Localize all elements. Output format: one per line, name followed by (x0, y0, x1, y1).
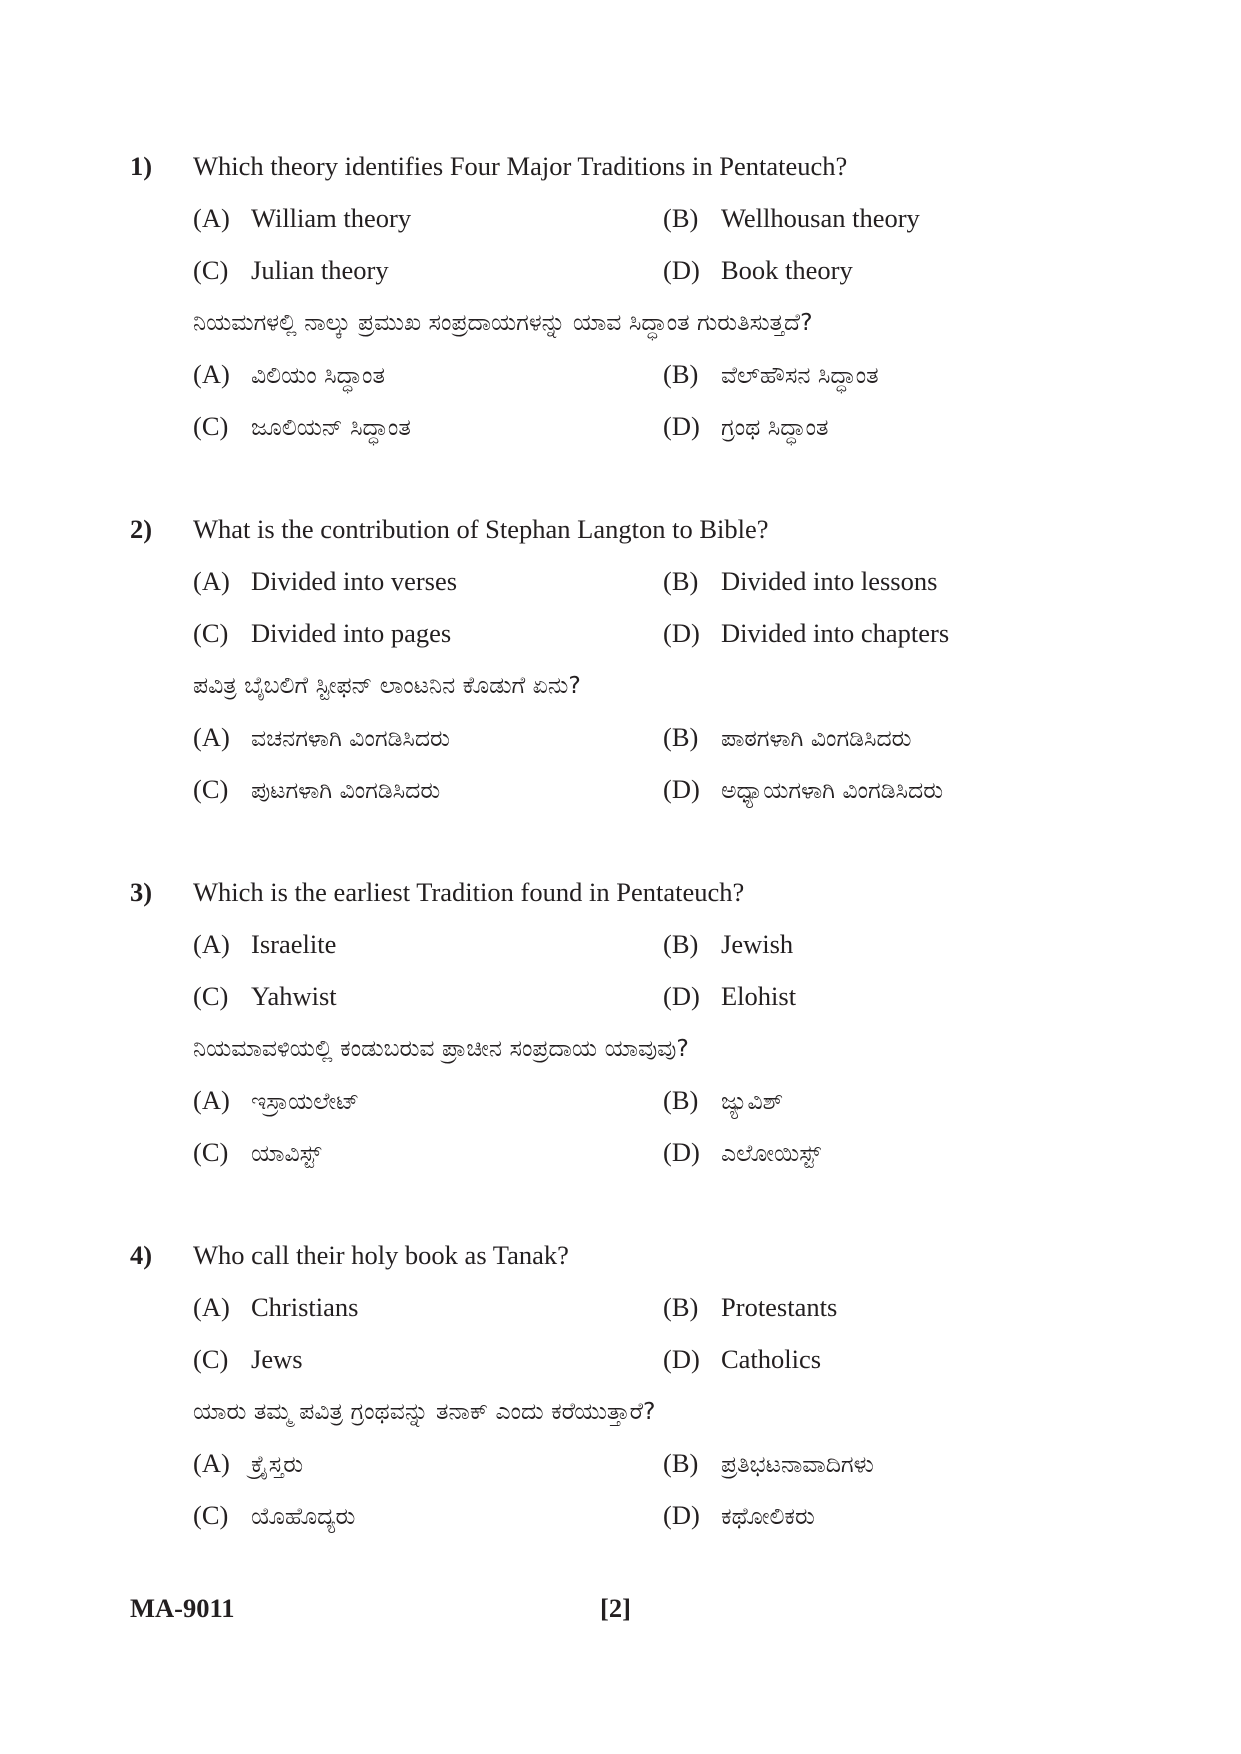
option-d-kn: (D) ಎಲೋಯಿಸ್ಟ್ (663, 1137, 822, 1167)
option-a-en: (A) Christians (193, 1292, 359, 1322)
question-text-en: Which is the earliest Tradition found in Pentateuch? (193, 877, 745, 907)
page-number: [2] (600, 1593, 631, 1623)
option-c-kn: (C) ಯೊಹೊದ್ಯರು (193, 1500, 356, 1530)
option-d-kn: (D) ಅಧ್ಯಾಯಗಳಾಗಿ ವಿಂಗಡಿಸಿದರು (663, 774, 944, 804)
question-number: 4) (130, 1240, 153, 1270)
option-c-en: (C) Divided into pages (193, 618, 452, 648)
question-text-kn: ಯಾರು ತಮ್ಮ ಪವಿತ್ರ ಗ್ರಂಥವನ್ನು ತನಾಕ್ ಎಂದು ಕರೆಯುತ್ತಾರೆ? (193, 1397, 656, 1425)
option-d-kn: (D) ಕಥೋಲಿಕರು (663, 1500, 815, 1530)
option-b-kn: (B) ಪಾಠಗಳಾಗಿ ವಿಂಗಡಿಸಿದರು (663, 722, 912, 752)
question-number: 3) (130, 877, 153, 907)
question-text-kn: ನಿಯಮಾವಳಿಯಲ್ಲಿ ಕಂಡುಬರುವ ಪ್ರಾಚೀನ ಸಂಪ್ರದಾಯ ಯಾವುವು? (193, 1034, 689, 1062)
option-b-en: (B) Protestants (663, 1292, 838, 1322)
option-b-kn: (B) ಪ್ರತಿಭಟನಾವಾದಿಗಳು (663, 1448, 874, 1478)
option-b-kn: (B) ವೆಲ್‌ಹೌಸನ ಸಿದ್ಧಾಂತ (663, 359, 879, 389)
option-c-kn: (C) ಯಾವಿಸ್ಟ್ (193, 1137, 322, 1167)
question-number: 2) (130, 514, 153, 544)
option-c-en: (C) Jews (193, 1344, 303, 1374)
option-a-en: (A) Israelite (193, 929, 337, 959)
option-d-en: (D) Elohist (663, 981, 797, 1011)
option-a-kn: (A) ಇಸ್ರಾಯಲೇಟ್ (193, 1085, 360, 1115)
question-2 (130, 503, 1130, 815)
question-text-en: Who call their holy book as Tanak? (193, 1240, 569, 1270)
option-c-kn: (C) ಪುಟಗಳಾಗಿ ವಿಂಗಡಿಸಿದರು (193, 774, 441, 804)
option-c-en: (C) Julian theory (193, 255, 389, 285)
option-b-en: (B) Divided into lessons (663, 566, 938, 596)
option-b-en: (B) Jewish (663, 929, 794, 959)
option-a-kn: (A) ವಿಲಿಯಂ ಸಿದ್ಧಾಂತ (193, 359, 385, 389)
question-4 (130, 1229, 1130, 1541)
question-text-kn: ನಿಯಮಗಳಲ್ಲಿ ನಾಲ್ಕು ಪ್ರಮುಖ ಸಂಪ್ರದಾಯಗಳನ್ನು ಯಾವ ಸಿದ್ಧಾಂತ ಗುರುತಿಸುತ್ತದೆ? (193, 308, 813, 336)
option-a-kn: (A) ಕ್ರೈಸ್ತರು (193, 1448, 304, 1478)
option-d-en: (D) Divided into chapters (663, 618, 950, 648)
paper-code: MA-9011 (130, 1593, 235, 1623)
option-a-en: (A) Divided into verses (193, 566, 458, 596)
option-d-en: (D) Book theory (663, 255, 853, 285)
option-b-en: (B) Wellhousan theory (663, 203, 920, 233)
question-3 (130, 866, 1130, 1178)
option-d-kn: (D) ಗ್ರಂಥ ಸಿದ್ಧಾಂತ (663, 411, 829, 441)
question-text-en: What is the contribution of Stephan Langton to Bible? (193, 514, 769, 544)
question-number: 1) (130, 151, 153, 181)
option-d-en: (D) Catholics (663, 1344, 822, 1374)
option-a-en: (A) William theory (193, 203, 412, 233)
option-c-kn: (C) ಜೂಲಿಯನ್ ಸಿದ್ಧಾಂತ (193, 411, 411, 441)
option-a-kn: (A) ವಚನಗಳಾಗಿ ವಿಂಗಡಿಸಿದರು (193, 722, 450, 752)
option-b-kn: (B) ಜ್ಯುವಿಶ್ (663, 1085, 784, 1115)
question-text-kn: ಪವಿತ್ರ ಬೈಬಲಿಗೆ ಸ್ಟೀಫನ್ ಲಾಂಟನಿನ ಕೊಡುಗೆ ಏನು? (193, 671, 581, 699)
option-c-en: (C) Yahwist (193, 981, 337, 1011)
question-text-en: Which theory identifies Four Major Traditions in Pentateuch? (193, 151, 848, 181)
question-1 (130, 140, 1130, 452)
